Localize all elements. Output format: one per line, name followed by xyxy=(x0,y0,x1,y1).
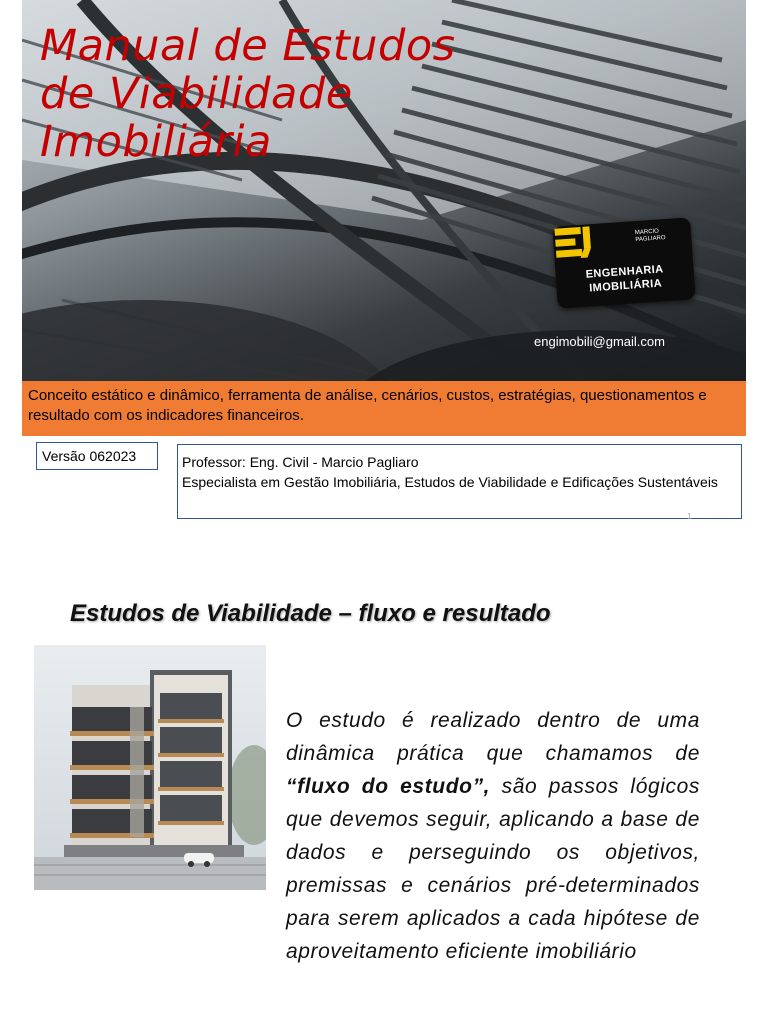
engenharia-imobiliaria-logo xyxy=(552,217,695,308)
page-number: 1 xyxy=(687,512,692,521)
body-text-intro: O estudo é realizado dentro de uma dinâmica prática que chamamos de xyxy=(286,709,700,765)
cover-title-line1: Manual de Estudos xyxy=(40,21,456,71)
body-text-highlight: “fluxo do estudo”, xyxy=(286,775,491,798)
logo-text-line2: IMOBILIÁRIA xyxy=(588,277,663,295)
apartment-building-illustration xyxy=(34,645,266,890)
logo-sub-text xyxy=(635,227,676,244)
slide-title: Estudos de Viabilidade – fluxo e resultado xyxy=(70,600,551,627)
summary-band xyxy=(22,381,746,436)
contact-email: engimobili@gmail.com xyxy=(534,334,665,349)
ei-logo-icon xyxy=(552,224,594,261)
version-label: Versão 062023 xyxy=(36,442,158,470)
body-text-rest: são passos lógicos que devemos seguir, aplicando a base de dados e perseguindo os objetivos, premissas e cenários pré-determinados para serem aplicados a cada hipótese de aproveitamento eficiente imobiliário xyxy=(286,775,700,963)
professor-specialty: Especialista em Gestão Imobiliária, Estudos de Viabilidade e Edificações Sustentáveis xyxy=(182,474,718,490)
building-photo xyxy=(34,645,266,890)
logo-sub-line1: MARCIO xyxy=(634,228,660,237)
summary-text: Conceito estático e dinâmico, ferramenta de análise, cenários, custos, estratégias, questionamentos e resultado com os indicadores financeiros. xyxy=(28,387,707,424)
logo-text-line1: ENGENHARIA xyxy=(585,263,664,281)
cover-title-line3: Imobiliária xyxy=(40,117,272,167)
cover-title-line2: de Viabilidade xyxy=(40,69,353,119)
cover-title xyxy=(40,22,560,166)
slide-body-text xyxy=(286,704,700,968)
professor-info-box xyxy=(177,444,742,519)
logo-sub-line2: PAGLIARO xyxy=(635,235,666,244)
professor-name: Professor: Eng. Civil - Marcio Pagliaro xyxy=(182,454,419,470)
cover-hero-image xyxy=(22,0,746,381)
